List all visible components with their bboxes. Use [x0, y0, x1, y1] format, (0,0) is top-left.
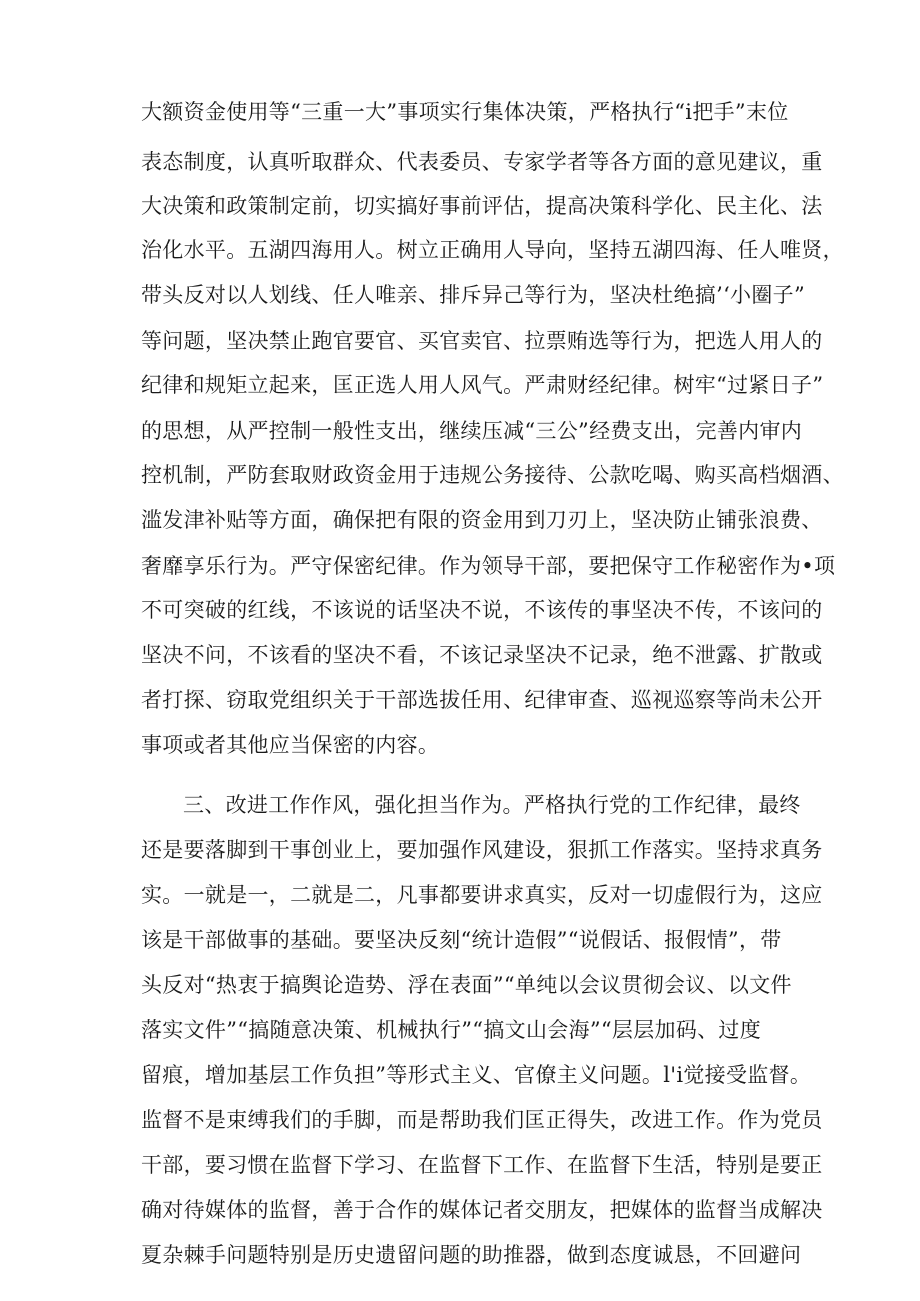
text-line: 等问题，坚决禁止跑官要官、买官卖官、拉票贿选等行为，把选人用人的: [141, 329, 823, 353]
text-line: 该是干部做事的基础。要坚决反刻“统计造假”“说假话、报假情”，带: [141, 928, 782, 952]
text-line: 留痕，增加基层工作负担”等形式主义、官僚主义问题。l'i觉接受监督。: [141, 1063, 812, 1087]
text-line: 大额资金使用等“三重一大”事项实行集体决策，严格执行“i把手”末位: [141, 100, 789, 124]
text-line: 坚决不问，不该看的坚决不看，不该记录坚决不记录，绝不泄露、扩散或: [141, 643, 823, 667]
text-line: 者打探、窃取党组织关于干部选拔任用、纪律审查、巡视巡察等尚未公开: [141, 688, 823, 712]
text-line: 的思想，从严控制一般性支出，继续压减“三公”经费支出，完善内审内: [141, 419, 803, 443]
text-line: 还是要落脚到干事创业上，要加强作风建设，狠抓工作落实。坚持求真务: [141, 838, 823, 862]
text-line: 奢靡享乐行为。严守保密纪律。作为领导干部，要把保守工作秘密作为•项: [141, 554, 836, 578]
text-line: 实。一就是一，二就是二，凡事都要讲求真实，反对一切虚假行为，这应: [141, 883, 823, 907]
text-line: 滥发津补贴等方面，确保把有限的资金用到刀刃上，坚决防止铺张浪费、: [141, 508, 823, 532]
text-line: 控机制，严防套取财政资金用于违规公务接待、公款吃喝、购买高档烟酒、: [141, 463, 844, 487]
text-line: 监督不是束缚我们的手脚，而是帮助我们匡正得失，改进工作。作为党员: [141, 1108, 823, 1132]
section-heading-line: 三、改进工作作风，强化担当作为。严格执行党的工作纪律，最终: [183, 793, 801, 817]
text-line: 干部，要习惯在监督下学习、在监督下工作、在监督下生活，特别是要正: [141, 1153, 823, 1177]
text-line: 夏杂棘手问题特别是历史遗留问题的助推器，做到态度诚恳，不回避问: [141, 1243, 802, 1267]
text-line: 头反对“热衷于搞舆论造势、浮在表面”“单纯以会议贯彻会议、以文件: [141, 973, 792, 997]
text-line: 大决策和政策制定前，切实搞好事前评估，提高决策科学化、民主化、法: [141, 194, 823, 218]
text-line: 事项或者其他应当保密的内容。: [141, 733, 440, 757]
text-line: 表态制度，认真听取群众、代表委员、专家学者等各方面的意见建议，重: [141, 150, 823, 174]
text-line: 纪律和规矩立起来，匡正选人用人风气。严肃财经纪律。树牢“过紧日子”: [141, 373, 824, 397]
text-line: 治化水平。五湖四海用人。树立正确用人导向，坚持五湖四海、任人唯贤，: [141, 238, 844, 262]
text-line: 确对待媒体的监督，善于合作的媒体记者交朋友，把媒体的监督当成解决: [141, 1198, 823, 1222]
text-line: 落实文件”“搞随意决策、机械执行”“搞文山会海”“层层加码、过度: [141, 1018, 762, 1042]
text-line: 带头反对以人划线、任人唯亲、排斥异己等行为，坚决杜绝搞’‘小圈子”: [141, 283, 805, 307]
text-line: 不可突破的红线，不该说的话坚决不说，不该传的事坚决不传，不该问的: [141, 598, 823, 622]
